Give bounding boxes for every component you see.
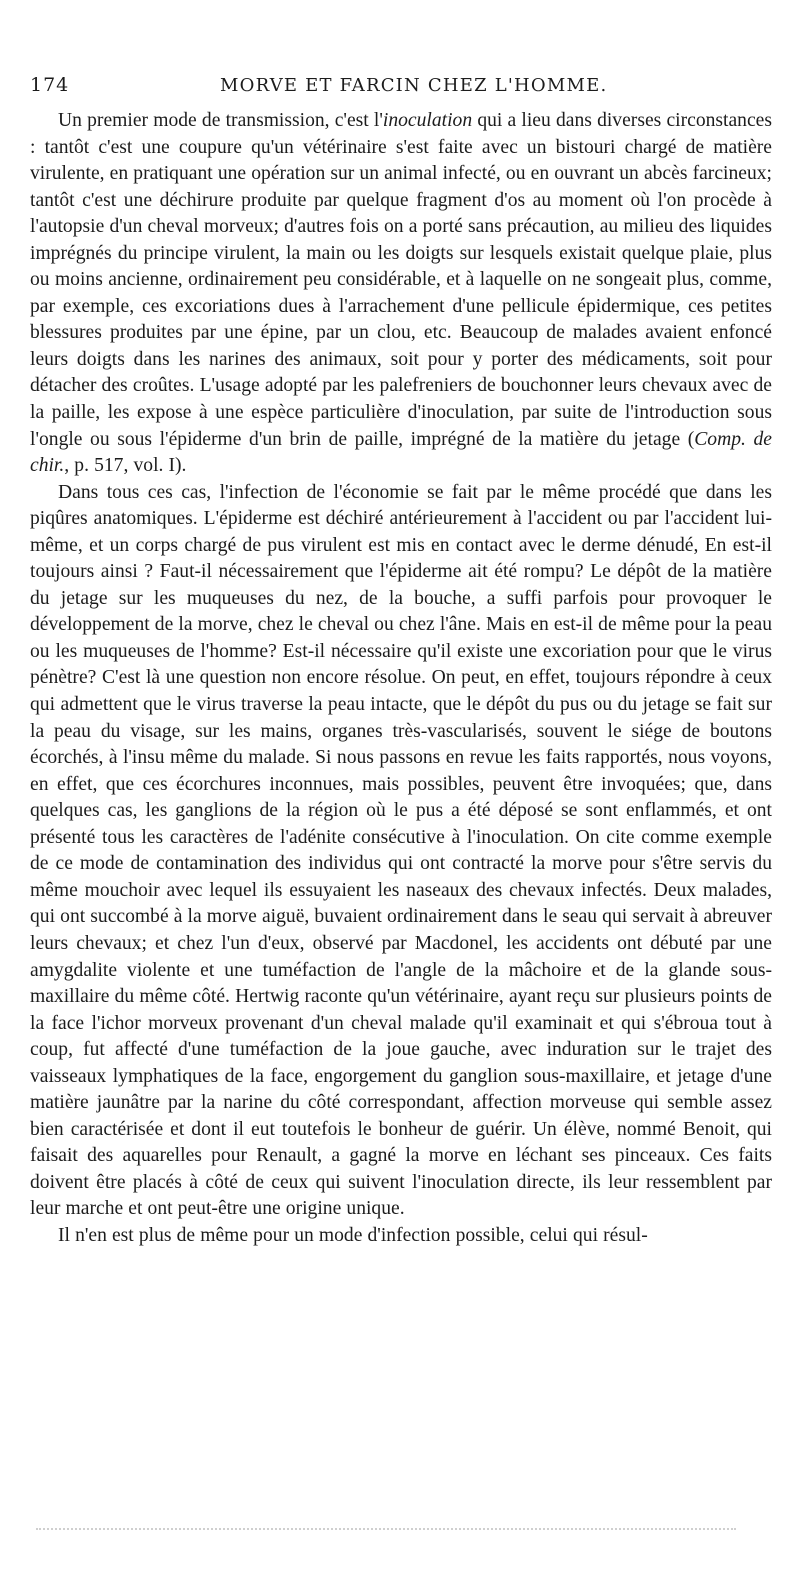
paragraph-3 <box>30 1223 772 1250</box>
paragraph-1 <box>30 108 772 480</box>
book-page <box>30 74 772 1250</box>
paragraph-1-citation: Comp. de chir. <box>30 428 772 477</box>
page-number: 174 <box>30 74 70 96</box>
paragraph-1-emphasis: inoculation <box>382 110 473 131</box>
paragraph-2-text: Dans tous ces cas, l'infection de l'économie se fait par le même procédé que dans les piqûres anatomiques. L'épiderme est déchiré antérieurement à l'accident ou par l'accident lui-même, et un corps chargé de pus virulent est mis en contact avec le derme dénudé, En est-il toujours ainsi ? Faut-il nécessairement que l'épiderme ait été rompu? Le dépôt de la matière du jetage sur les muqueuses du nez, de la bouche, a suffi parfois pour provoquer le développement de la morve, chez le cheval ou chez l'âne. Mais en est-il de même pour la peau ou les muqueuses de l'homme? Est-il nécessaire qu'il existe une excoriation pour que le virus pénètre? C'est là une question non encore résolue. On peut, en effet, toujours répondre à ceux qui admettent que le virus traverse la peau intacte, que le dépôt du pus ou du jetage se fait sur la peau du visage, sur les mains, organes très-vascularisés, souvent le siége de boutons écorchés, à l'insu même du malade. Si nous passons en revue les faits rapportés, nous voyons, en effet, que ces écorchures inconnues, mais possibles, peuvent être invoquées; que, dans quelques cas, les ganglions de la région où le pus a été déposé se sont enflammés, et ont présenté tous les caractères de l'adénite consécutive à l'inoculation. On cite comme exemple de ce mode de contamination des individus qui ont contracté la morve pour s'être servis du même mouchoir avec lequel ils essuyaient les naseaux des chevaux infectés. Deux malades, qui ont succombé à la morve aiguë, buvaient ordinairement dans le seau qui servait à abreuver leurs chevaux; et chez l'un d'eux, observé par Macdonel, les accidents ont débuté par une amygdalite violente et une tuméfaction de l'angle de la mâchoire et de la glande sous-maxillaire du même côté. Hertwig raconte qu'un vétérinaire, ayant reçu sur plusieurs points de la face l'ichor morveux provenant d'un cheval malade qu'il examinait et qui s'ébroua tout à coup, fut affecté d'une tuméfaction de la joue gauche, avec induration sur le trajet des vaisseaux lymphatiques de la face, engorgement du ganglion sous-maxillaire, et jetage d'une matière jaunâtre par la narine du côté correspondant, affection morveuse qui semble assez bien caractérisée et dont il eut toutefois le bonheur de guérir. Un élève, nommé Benoit, qui faisait des aquarelles pour Renault, a gagné la morve en léchant ses pinceaux. Ces faits doivent être placés à côté de ceux qui suivent l'inoculation directe, ils leur ressemblent par leur marche et ont peut-être une origine unique. <box>30 481 772 1220</box>
paragraph-2 <box>30 480 772 1223</box>
scan-bottom-dotted-line <box>36 1528 736 1530</box>
body-text <box>30 108 772 1250</box>
paragraph-1-text-a: Un premier mode de transmission, c'est l' <box>58 110 383 131</box>
paragraph-1-text-b: qui a lieu dans diverses circonstances : tantôt c'est une coupure qu'un vétérinaire s'est faite avec un bistouri chargé de matière virulente, en pratiquant une opération sur un animal infecté, ou en ouvrant un abcès farcineux; tantôt c'est une déchirure produite par quelque fragment d'os au moment où l'on procède à l'autopsie d'un cheval morveux; d'autres fois on a porté sans précaution, au milieu des liquides imprégnés du principe virulent, la main ou les doigts sur lesquels existait quelque plaie, plus ou moins ancienne, ordinairement peu considérable, et à laquelle on ne songeait plus, comme, par exemple, ces excoriations dues à l'arrachement d'une pellicule épidermique, ces petites blessures produites par une épine, par un clou, etc. Beaucoup de malades avaient enfoncé leurs doigts dans les narines des animaux, soit pour y porter des médicaments, soit pour détacher des croûtes. L'usage adopté par les palefreniers de bouchonner leurs chevaux avec de la paille, les expose à une espèce particulière d'inoculation, par suite de l'introduction sous l'ongle ou sous l'épiderme d'un brin de paille, imprégné de la matière du jetage ( <box>30 110 772 450</box>
running-title: MORVE ET FARCIN CHEZ L'HOMME. <box>220 75 608 96</box>
paragraph-3-text: Il n'en est plus de même pour un mode d'infection possible, celui qui résul- <box>58 1224 648 1246</box>
paragraph-1-text-c: , p. 517, vol. I). <box>64 455 187 477</box>
page-header <box>30 74 772 108</box>
